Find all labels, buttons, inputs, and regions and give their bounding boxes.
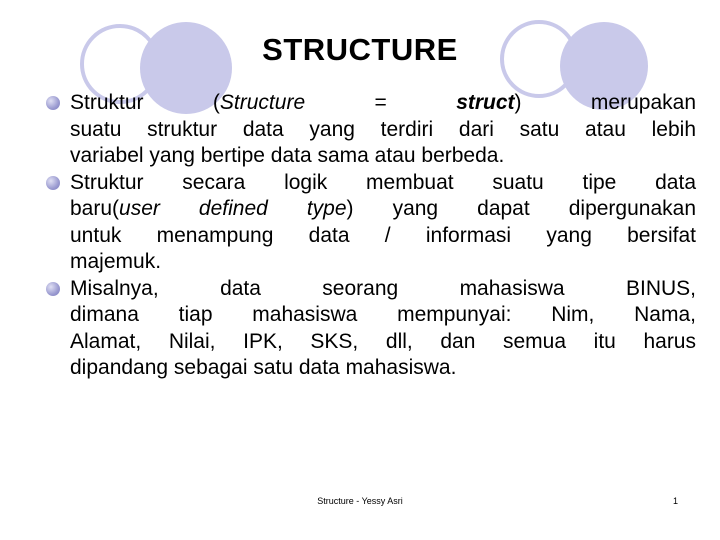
bullet-line: majemuk. [70, 250, 162, 273]
bullet-item [46, 276, 696, 382]
bullet-icon [46, 176, 60, 190]
bullet-icon [46, 282, 60, 296]
bullet-list [46, 90, 696, 382]
bullet-line: Struktur secara logik membuat suatu tipe data [70, 170, 696, 194]
bullet-line: dipandang sebagai satu data mahasiswa. [70, 356, 457, 379]
bullet-item [46, 90, 696, 170]
bullet-line: Struktur (Structure = struct) merupakan [70, 91, 696, 114]
footer-author: Structure - Yessy Asri [317, 496, 403, 506]
bullet-line: baru(user defined type) yang dapat dipergunakan [70, 197, 697, 220]
bullet-line: dimana tiap mahasiswa mempunyai: Nim, Nama, [70, 303, 696, 326]
bullet-line: suatu struktur data yang terdiri dari satu atau lebih [70, 117, 696, 141]
page-number: 1 [672, 496, 678, 506]
bullet-item [46, 170, 696, 276]
bullet-icon [46, 96, 60, 110]
slide-title: STRUCTURE [262, 32, 458, 67]
bullet-line: untuk menampung data / informasi yang bersifat [70, 223, 696, 247]
bullet-line: Misalnya, data seorang mahasiswa BINUS, [70, 276, 696, 300]
bullet-line: Alamat, Nilai, IPK, SKS, dll, dan semua itu harus [70, 329, 696, 353]
bullet-line: variabel yang bertipe data sama atau berbeda. [70, 144, 505, 167]
